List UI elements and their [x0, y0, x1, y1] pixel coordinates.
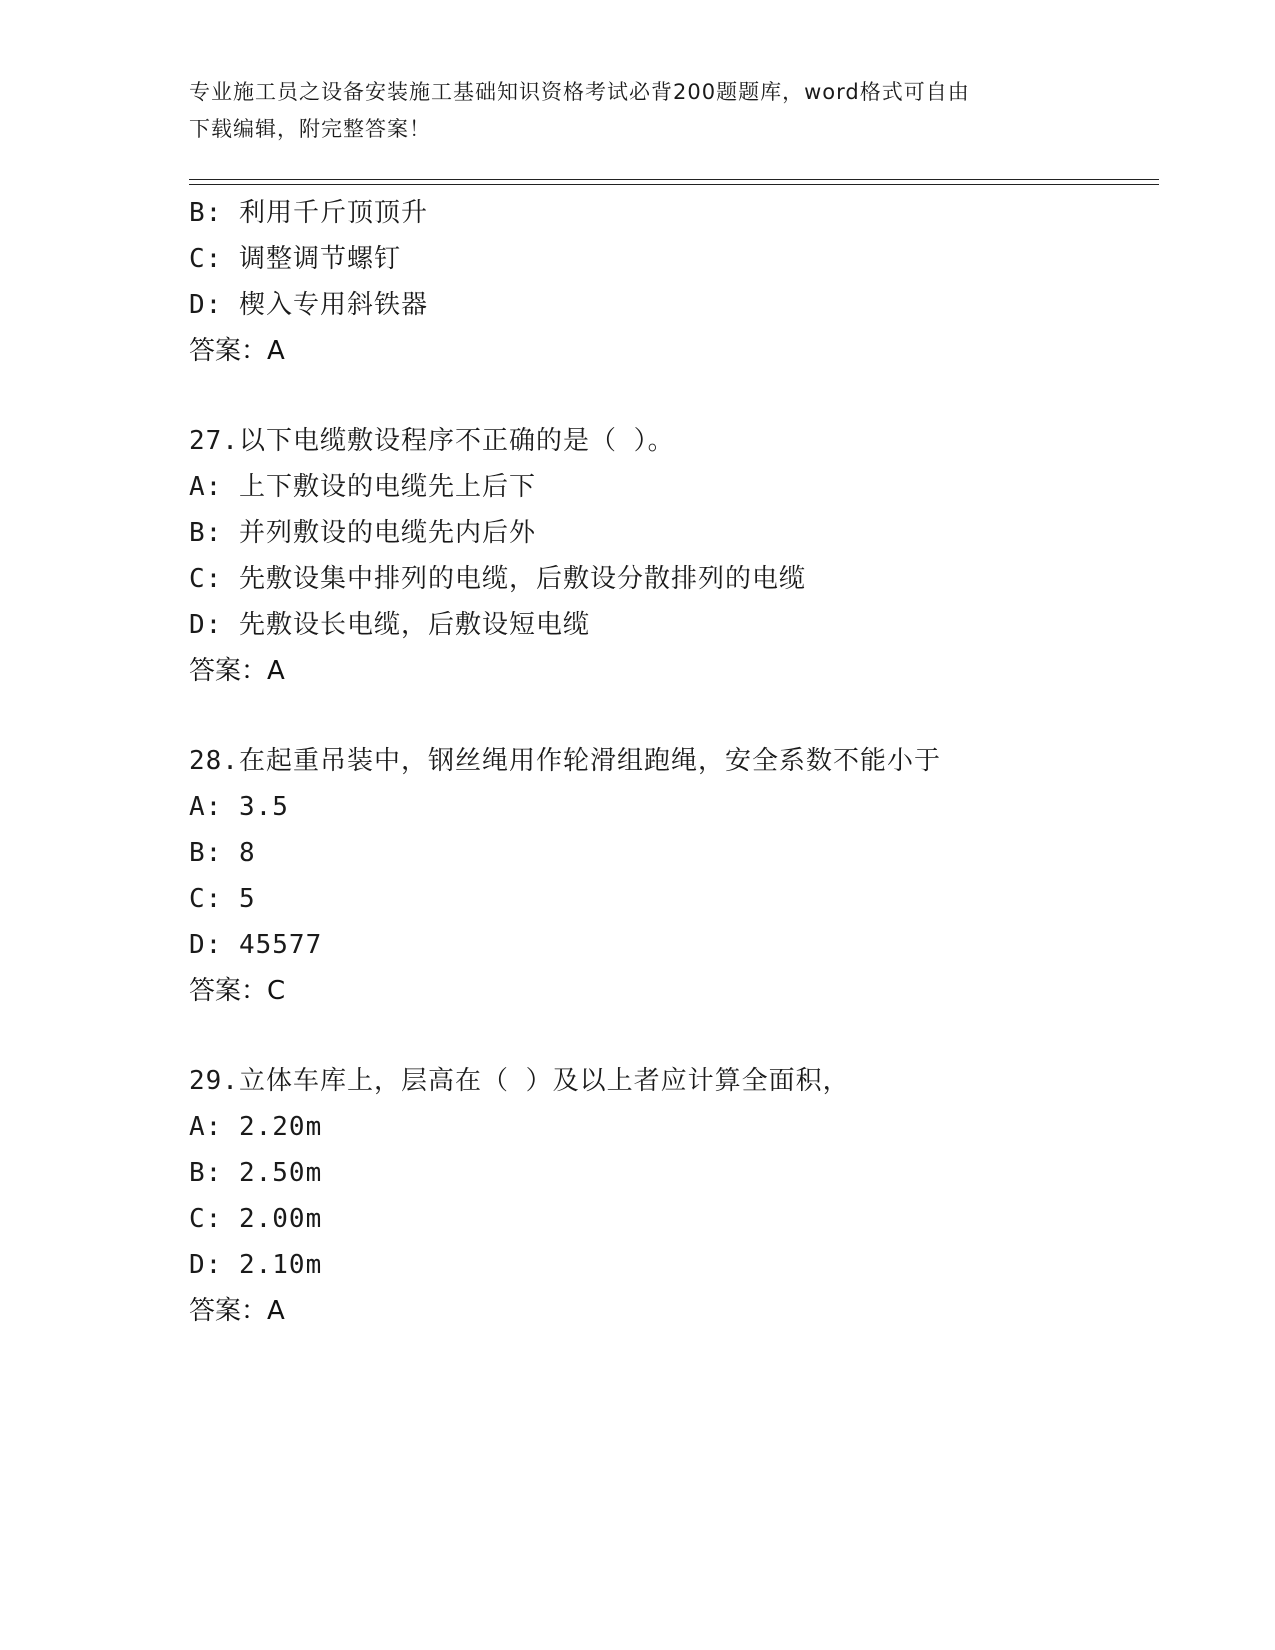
option-b: B: 并列敷设的电缆先内后外 [189, 518, 536, 548]
question-29 [189, 1058, 1159, 1334]
answer-line: 答案：C [189, 976, 286, 1006]
question-27 [189, 418, 1159, 694]
option-a: A: 上下敷设的电缆先上后下 [189, 472, 536, 502]
option-b: B: 利用千斤顶顶升 [189, 198, 428, 228]
header-rule-bottom [189, 184, 1159, 185]
header-line-1: 专业施工员之设备安装施工基础知识资格考试必背200题题库，word格式可自由 [189, 80, 970, 104]
option-d: D: 45577 [189, 930, 323, 960]
spacer [189, 374, 1159, 418]
option-a: A: 3.5 [189, 792, 289, 822]
question-list [189, 190, 1159, 1334]
option-a: A: 2.20m [189, 1112, 323, 1142]
spacer [189, 1014, 1159, 1058]
question-28 [189, 738, 1159, 1014]
header-line-2: 下载编辑，附完整答案！ [189, 117, 431, 141]
question-stem: 28.在起重吊装中，钢丝绳用作轮滑组跑绳，安全系数不能小于 [189, 746, 941, 776]
option-b: B: 2.50m [189, 1158, 323, 1188]
answer-line: 答案：A [189, 1296, 285, 1326]
option-c: C: 2.00m [189, 1204, 323, 1234]
header-rule-top [189, 179, 1159, 180]
option-c: C: 5 [189, 884, 256, 914]
question-stem: 29.立体车库上，层高在（ ）及以上者应计算全面积， [189, 1066, 850, 1096]
option-c: C: 先敷设集中排列的电缆，后敷设分散排列的电缆 [189, 564, 806, 594]
answer-line: 答案：A [189, 336, 285, 366]
spacer [189, 694, 1159, 738]
option-d: D: 楔入专用斜铁器 [189, 290, 428, 320]
question-stem: 27.以下电缆敷设程序不正确的是（ ）。 [189, 426, 675, 456]
document-header [189, 74, 1089, 148]
question-26-continuation [189, 190, 1159, 374]
option-c: C: 调整调节螺钉 [189, 244, 401, 274]
option-d: D: 先敷设长电缆，后敷设短电缆 [189, 610, 590, 640]
answer-line: 答案：A [189, 656, 285, 686]
option-b: B: 8 [189, 838, 256, 868]
option-d: D: 2.10m [189, 1250, 323, 1280]
